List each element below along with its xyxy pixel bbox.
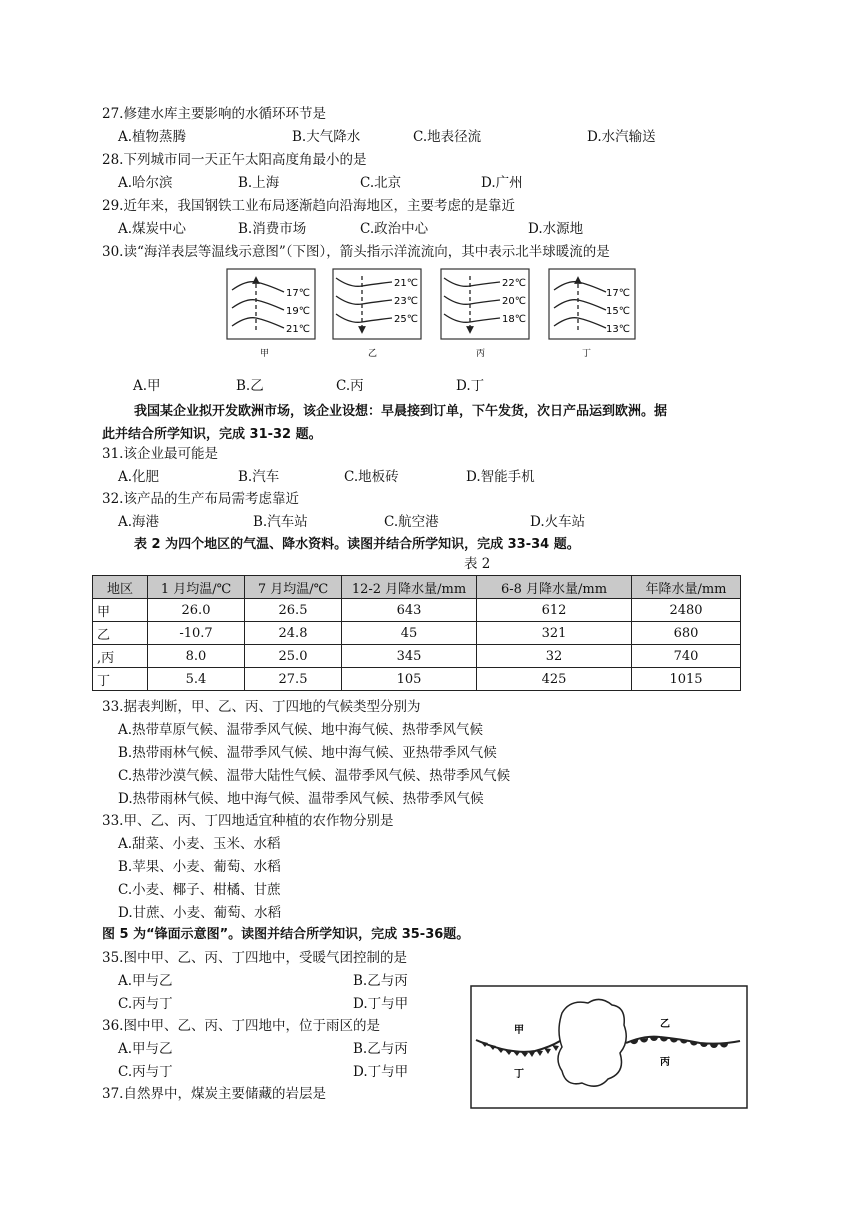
intro-35-36: 图 5 为“锋面示意图”。读图并结合所学知识，完成 35-36题。 bbox=[102, 927, 470, 942]
q29-option-d[interactable]: D.水源地 bbox=[528, 221, 584, 237]
front-label-ding: 丁 bbox=[514, 1069, 524, 1080]
q28-stem: 28.下列城市同一天正午太阳高度角最小的是 bbox=[102, 152, 367, 168]
intro-31-32-line1: 我国某企业拟开发欧洲市场，该企业设想：早晨接到订单，下午发货，次日产品运到欧洲。据 bbox=[134, 404, 668, 419]
table-cell: 26.5 bbox=[245, 599, 342, 622]
front-label-bing: 丙 bbox=[660, 1057, 670, 1068]
table-cell: 1015 bbox=[632, 668, 741, 691]
isotherm-temp: 13℃ bbox=[606, 324, 630, 335]
table-cell: 甲 bbox=[93, 599, 148, 622]
panel-bing bbox=[441, 269, 529, 359]
q33b-option-c[interactable]: C.小麦、椰子、柑橘、甘蔗 bbox=[118, 882, 281, 898]
isotherm-temp: 23℃ bbox=[394, 296, 418, 307]
table-cell: 丁 bbox=[93, 668, 148, 691]
table-cell: 321 bbox=[477, 622, 632, 645]
q36-option-c[interactable]: C.丙与丁 bbox=[118, 1064, 173, 1080]
table-row bbox=[93, 622, 741, 645]
panel-label: 丁 bbox=[582, 349, 592, 359]
table-cell: 740 bbox=[632, 645, 741, 668]
intro-31-32-line2: 此并结合所学知识，完成 31-32 题。 bbox=[102, 427, 322, 442]
q31-option-a[interactable]: A.化肥 bbox=[118, 469, 160, 485]
panel-yi bbox=[333, 269, 421, 359]
q30-option-d[interactable]: D.丁 bbox=[456, 378, 485, 394]
q31-option-b[interactable]: B.汽车 bbox=[238, 469, 280, 485]
table-cell: 8.0 bbox=[148, 645, 245, 668]
intro-33-34: 表 2 为四个地区的气温、降水资料。读图并结合所学知识，完成 33-34 题。 bbox=[134, 537, 580, 552]
q27-option-a[interactable]: A.植物蒸腾 bbox=[118, 129, 187, 145]
q30-option-b[interactable]: B.乙 bbox=[236, 378, 264, 394]
q36-stem: 36.图中甲、乙、丙、丁四地中，位于雨区的是 bbox=[102, 1018, 380, 1034]
table-cell: 45 bbox=[342, 622, 477, 645]
q32-option-b[interactable]: B.汽车站 bbox=[253, 514, 308, 530]
table-header: 地区 bbox=[93, 576, 148, 599]
isotherm-temp: 25℃ bbox=[394, 314, 418, 325]
isotherm-temp: 22℃ bbox=[502, 278, 526, 289]
table-cell: 105 bbox=[342, 668, 477, 691]
isotherm-figure bbox=[226, 268, 636, 362]
isotherm-temp: 21℃ bbox=[394, 278, 418, 289]
panel-label: 丙 bbox=[476, 349, 486, 359]
q32-option-d[interactable]: D.火车站 bbox=[530, 514, 586, 530]
q35-option-d[interactable]: D.丁与甲 bbox=[353, 996, 409, 1012]
climate-table bbox=[92, 575, 741, 691]
q32-option-c[interactable]: C.航空港 bbox=[384, 514, 439, 530]
table-cell: 26.0 bbox=[148, 599, 245, 622]
panel-label: 甲 bbox=[260, 349, 270, 359]
q33a-option-d[interactable]: D.热带雨林气候、地中海气候、温带季风气候、热带季风气候 bbox=[118, 791, 484, 807]
q33a-stem: 33.据表判断，甲、乙、丙、丁四地的气候类型分别为 bbox=[102, 699, 421, 715]
q27-option-d[interactable]: D.水汽输送 bbox=[587, 129, 656, 145]
table-cell: ,丙 bbox=[93, 645, 148, 668]
table-cell: 612 bbox=[477, 599, 632, 622]
table-cell: 32 bbox=[477, 645, 632, 668]
table-row bbox=[93, 645, 741, 668]
table-cell: 25.0 bbox=[245, 645, 342, 668]
table-row bbox=[93, 668, 741, 691]
panel-ding bbox=[549, 269, 635, 359]
isotherm-temp: 20℃ bbox=[502, 296, 526, 307]
panel-label: 乙 bbox=[368, 349, 378, 359]
q33b-option-d[interactable]: D.甘蔗、小麦、葡萄、水稻 bbox=[118, 905, 282, 921]
table-cell: 乙 bbox=[93, 622, 148, 645]
q35-stem: 35.图中甲、乙、丙、丁四地中，受暖气团控制的是 bbox=[102, 950, 407, 966]
q28-option-c[interactable]: C.北京 bbox=[360, 175, 402, 191]
q29-option-b[interactable]: B.消费市场 bbox=[238, 221, 307, 237]
q32-option-a[interactable]: A.海港 bbox=[118, 514, 160, 530]
q33a-option-b[interactable]: B.热带雨林气候、温带季风气候、地中海气候、亚热带季风气候 bbox=[118, 745, 497, 761]
isotherm-temp: 15℃ bbox=[606, 306, 630, 317]
q33a-option-c[interactable]: C.热带沙漠气候、温带大陆性气候、温带季风气候、热带季风气候 bbox=[118, 768, 511, 784]
front-label-jia: 甲 bbox=[514, 1025, 524, 1036]
q29-stem: 29.近年来，我国钢铁工业布局逐渐趋向沿海地区，主要考虑的是靠近 bbox=[102, 198, 515, 214]
q28-option-a[interactable]: A.哈尔滨 bbox=[118, 175, 173, 191]
q33b-option-a[interactable]: A.甜菜、小麦、玉米、水稻 bbox=[118, 836, 281, 852]
q30-option-a[interactable]: A.甲 bbox=[133, 378, 161, 394]
q32-stem: 32.该产品的生产布局需考虑靠近 bbox=[102, 491, 299, 507]
table-cell: 24.8 bbox=[245, 622, 342, 645]
q30-stem: 30.读“海洋表层等温线示意图”（下图），箭头指示洋流流向，其中表示北半球暖流的是 bbox=[102, 244, 610, 260]
q33b-stem: 33.甲、乙、丙、丁四地适宜种植的农作物分别是 bbox=[102, 813, 394, 829]
q27-stem: 27.修建水库主要影响的水循环环节是 bbox=[102, 106, 326, 122]
q31-option-d[interactable]: D.智能手机 bbox=[466, 469, 535, 485]
q29-option-c[interactable]: C.政治中心 bbox=[360, 221, 429, 237]
table-cell: 643 bbox=[342, 599, 477, 622]
q37-stem: 37.自然界中，煤炭主要储藏的岩层是 bbox=[102, 1086, 326, 1102]
table-row bbox=[93, 599, 741, 622]
q33b-option-b[interactable]: B.苹果、小麦、葡萄、水稻 bbox=[118, 859, 281, 875]
table-cell: 680 bbox=[632, 622, 741, 645]
isotherm-temp: 17℃ bbox=[606, 288, 630, 299]
q29-option-a[interactable]: A.煤炭中心 bbox=[118, 221, 187, 237]
q31-option-c[interactable]: C.地板砖 bbox=[344, 469, 399, 485]
front-diagram bbox=[470, 985, 750, 1111]
table-header: 年降水量/mm bbox=[632, 576, 741, 599]
q31-stem: 31.该企业最可能是 bbox=[102, 446, 218, 462]
table-header: 1 月均温/℃ bbox=[148, 576, 245, 599]
cold-front-symbol bbox=[480, 1041, 559, 1057]
table-header: 6-8 月降水量/mm bbox=[477, 576, 632, 599]
q36-option-b[interactable]: B.乙与丙 bbox=[353, 1041, 408, 1057]
isotherm-temp: 17℃ bbox=[286, 288, 310, 299]
table-cell: 27.5 bbox=[245, 668, 342, 691]
isotherm-temp: 19℃ bbox=[286, 306, 310, 317]
table-cell: 345 bbox=[342, 645, 477, 668]
table-cell: 2480 bbox=[632, 599, 741, 622]
table-cell: 425 bbox=[477, 668, 632, 691]
q28-option-d[interactable]: D.广州 bbox=[481, 175, 523, 191]
q36-option-a[interactable]: A.甲与乙 bbox=[118, 1041, 173, 1057]
q35-option-a[interactable]: A.甲与乙 bbox=[118, 973, 173, 989]
panel-jia bbox=[227, 269, 315, 359]
q35-option-b[interactable]: B.乙与丙 bbox=[353, 973, 408, 989]
table-header: 7 月均温/℃ bbox=[245, 576, 342, 599]
table-header: 12-2 月降水量/mm bbox=[342, 576, 477, 599]
q36-option-d[interactable]: D.丁与甲 bbox=[353, 1064, 409, 1080]
table-caption: 表 2 bbox=[464, 556, 491, 572]
q28-option-b[interactable]: B.上海 bbox=[238, 175, 280, 191]
q30-option-c[interactable]: C.丙 bbox=[336, 378, 364, 394]
isotherm-temp: 18℃ bbox=[502, 314, 526, 325]
isotherm-temp: 21℃ bbox=[286, 324, 310, 335]
q27-option-c[interactable]: C.地表径流 bbox=[413, 129, 482, 145]
q27-option-b[interactable]: B.大气降水 bbox=[292, 129, 361, 145]
table-cell: 5.4 bbox=[148, 668, 245, 691]
table-cell: -10.7 bbox=[148, 622, 245, 645]
cyclone-outline-icon bbox=[558, 999, 626, 1086]
q35-option-c[interactable]: C.丙与丁 bbox=[118, 996, 173, 1012]
table-header-row bbox=[93, 576, 741, 599]
q33a-option-a[interactable]: A.热带草原气候、温带季风气候、地中海气候、热带季风气候 bbox=[118, 722, 484, 738]
front-label-yi: 乙 bbox=[660, 1019, 670, 1030]
